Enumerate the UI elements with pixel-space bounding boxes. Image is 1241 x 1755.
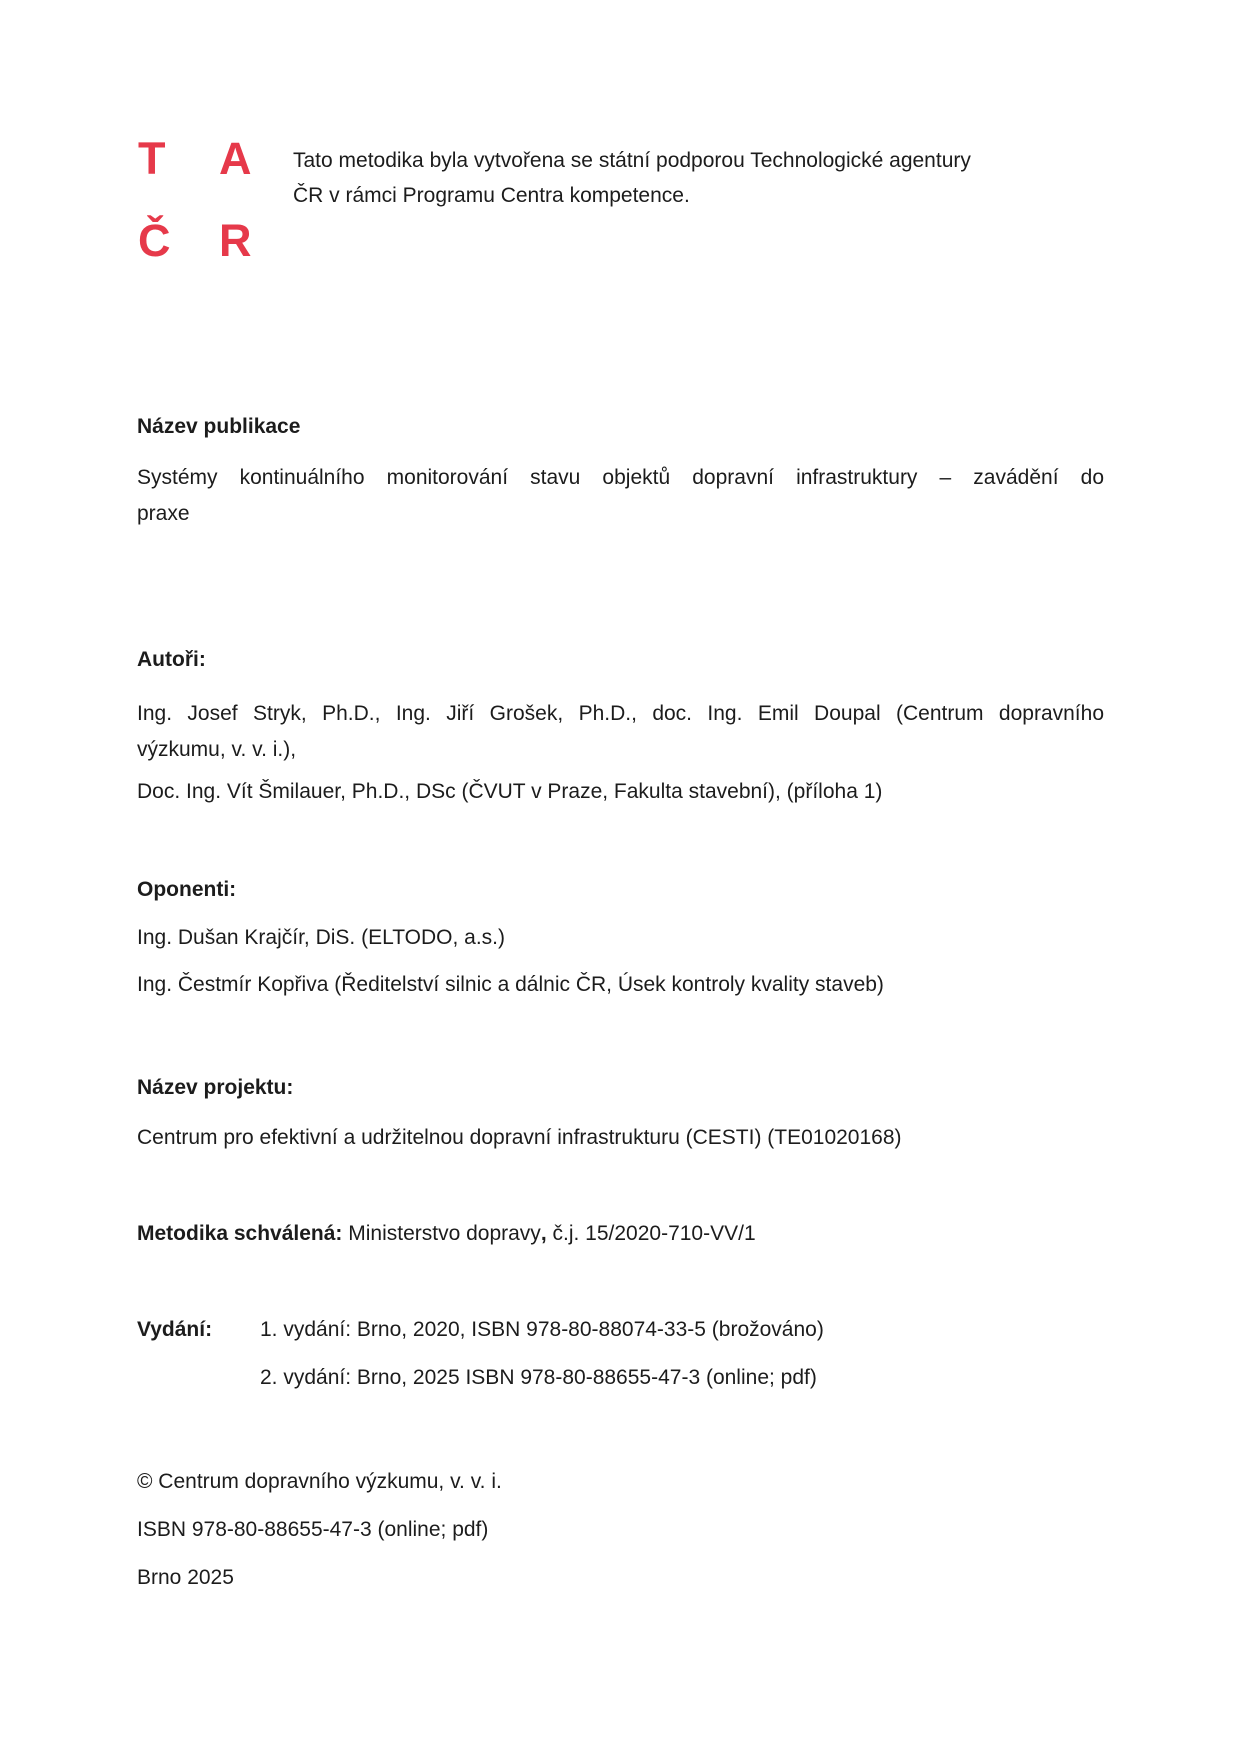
tacr-logo [138,133,264,300]
approval-line [137,1222,1104,1246]
copyright-line: © Centrum dopravního výzkumu, v. v. i. [137,1470,502,1493]
approval-label: Metodika schválená: [137,1222,343,1245]
publication-title-line: Systémy kontinuálního monitorování stavu objektů dopravní infrastruktury – zavádění do [137,466,1104,489]
publication-title [137,460,1104,532]
publication-name-heading: Název publikace [137,415,301,438]
opponent-line: Ing. Čestmír Kopřiva (Ředitelství silnic a dálnic ČR, Úsek kontroly kvality staveb) [137,973,884,996]
support-note-line: ČR v rámci Programu Centra kompetence. [293,184,690,207]
logo-letter-a: A [219,133,252,184]
edition-item: 2. vydání: Brno, 2025 ISBN 978-80-88655-47-3 (online; pdf) [260,1366,817,1389]
edition-row [137,1366,1104,1390]
edition-row [137,1318,1104,1342]
approval-ref: č.j. 15/2020-710-VV/1 [546,1222,756,1245]
edition-item: 1. vydání: Brno, 2020, ISBN 978-80-88074-33-5 (brožováno) [260,1318,824,1341]
editions-label-spacer [137,1366,260,1390]
authors-heading: Autoři: [137,648,206,671]
approval-org: Ministerstvo dopravy [342,1222,541,1245]
support-note-line: Tato metodika byla vytvořena se státní podporou Technologické agentury [293,149,971,172]
approval-comma: , [540,1222,547,1245]
opponent-line: Ing. Dušan Krajčír, DiS. (ELTODO, a.s.) [137,926,506,949]
logo-letter-c: Č [138,215,171,266]
city-year-line: Brno 2025 [137,1566,234,1589]
publication-title-line: praxe [137,502,190,525]
editions-label: Vydání: [137,1318,213,1341]
authors-paragraph [137,696,1104,768]
support-note [293,143,1053,213]
authors-line: výzkumu, v. v. i.), [137,738,297,761]
isbn-line: ISBN 978-80-88655-47-3 (online; pdf) [137,1518,489,1541]
project-name-line: Centrum pro efektivní a udržitelnou dopravní infrastrukturu (CESTI) (TE01020168) [137,1126,902,1149]
logo-letter-r: R [219,215,252,266]
logo-letter-t: T [138,133,166,184]
authors-line: Ing. Josef Stryk, Ph.D., Ing. Jiří Grošek, Ph.D., doc. Ing. Emil Doupal (Centrum dopravního [137,702,1104,725]
project-name-heading: Název projektu: [137,1076,294,1099]
opponents-heading: Oponenti: [137,878,237,901]
authors-appendix-line: Doc. Ing. Vít Šmilauer, Ph.D., DSc (ČVUT v Praze, Fakulta stavební), (příloha 1) [137,780,883,803]
